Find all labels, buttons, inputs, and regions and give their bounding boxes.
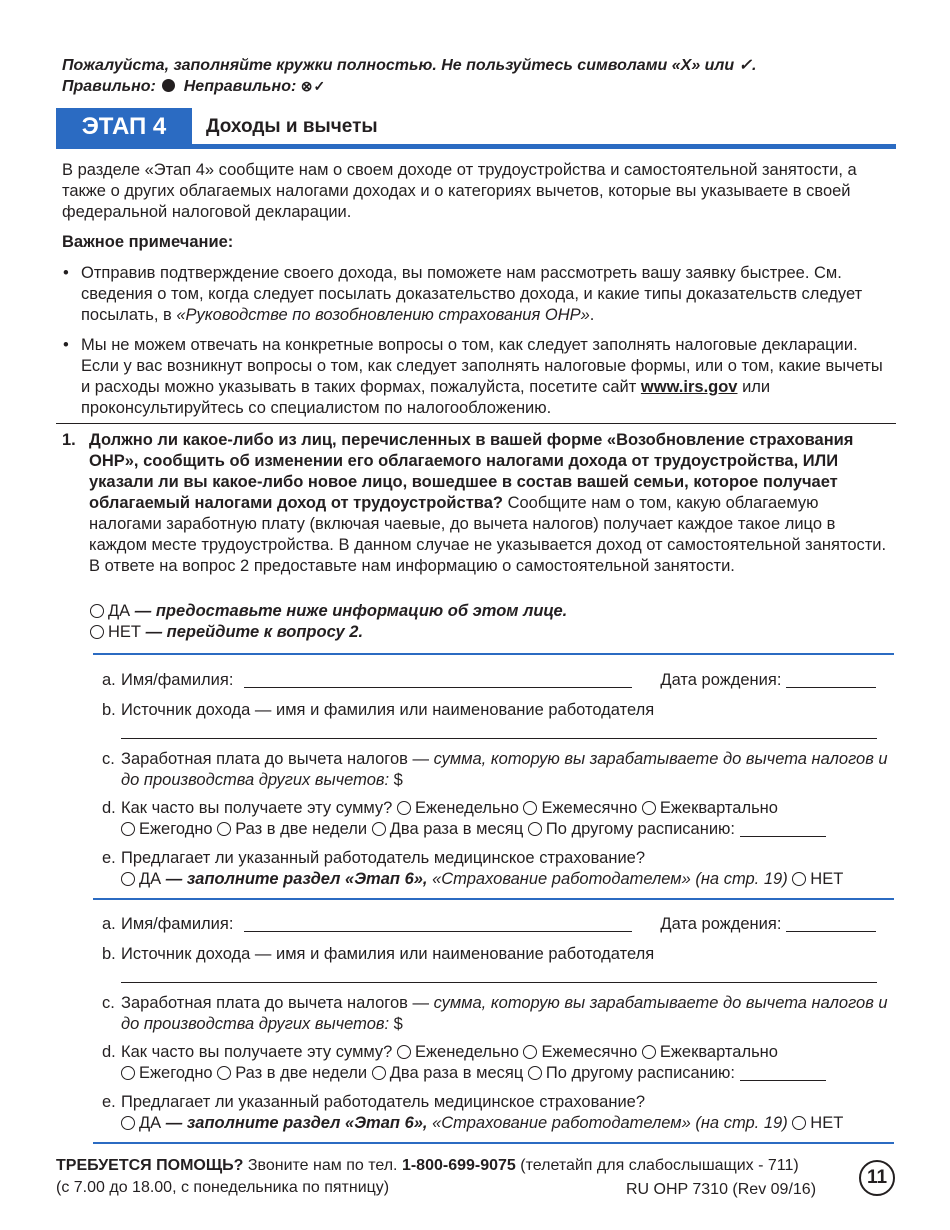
income-source-field[interactable]: [121, 738, 877, 739]
radio-yearly[interactable]: [121, 822, 135, 836]
yes-label: ДА: [108, 602, 131, 620]
block-divider: [93, 1142, 894, 1144]
row-letter: a.: [102, 671, 116, 689]
note-bullet: [62, 263, 892, 326]
block-divider: [93, 898, 894, 900]
monthly-label: Ежемесячно: [541, 1043, 638, 1061]
name-field[interactable]: [244, 672, 632, 688]
wages-description: сумма, которую вы зарабатываете до вычета налогов и до производства других вычетов:: [121, 994, 888, 1033]
stage-badge: ЭТАП 4: [56, 108, 192, 146]
biweekly-label: Раз в две недели: [235, 820, 368, 838]
insurance-reference: «Страхование работодателем» (на стр. 19): [427, 1114, 788, 1132]
help-heading: ТРЕБУЕТСЯ ПОМОЩЬ?: [56, 1157, 244, 1174]
dollar-sign: $: [389, 1015, 403, 1033]
quarterly-label: Ежеквартально: [659, 1043, 778, 1061]
dob-field[interactable]: [786, 916, 876, 932]
radio-biweekly[interactable]: [217, 1066, 231, 1080]
dollar-sign: $: [389, 771, 403, 789]
radio-monthly[interactable]: [523, 801, 537, 815]
radio-other[interactable]: [528, 822, 542, 836]
no-instruction: — перейдите к вопросу 2.: [141, 623, 364, 641]
page-number: 11: [859, 1160, 895, 1196]
wages-label: Заработная плата до вычета налогов —: [121, 994, 434, 1012]
income-source-label: Источник дохода — имя и фамилия или наименование работодателя: [121, 945, 655, 963]
dob-field[interactable]: [786, 672, 876, 688]
bullet-end: .: [589, 306, 595, 324]
other-schedule-label: По другому расписанию:: [545, 820, 736, 838]
frequency-label: Как часто вы получаете эту сумму?: [121, 1043, 393, 1061]
tty-text: (телетайп для слабослышащих - 711): [515, 1157, 799, 1174]
intro-paragraph: В разделе «Этап 4» сообщите нам о своем доходе от трудоустройства и самостоятельной занятости, а также о других облагаемых налогами доходах и о категориях вычетов, которые вы указываете в своей федеральной налоговой декларации.: [62, 161, 857, 221]
name-field[interactable]: [244, 916, 632, 932]
row-letter: d.: [102, 1043, 116, 1061]
weekly-label: Еженедельно: [414, 799, 519, 817]
form-id: RU OHP 7310 (Rev 09/16): [626, 1181, 817, 1198]
yes-instruction: — предоставьте ниже информацию об этом лице.: [130, 602, 568, 620]
insurance-yes-label: ДА: [139, 870, 162, 888]
income-source-label: Источник дохода — имя и фамилия или наименование работодателя: [121, 701, 655, 719]
name-label: Имя/фамилия:: [121, 671, 234, 689]
radio-insurance-yes[interactable]: [121, 872, 135, 886]
insurance-question: Предлагает ли указанный работодатель медицинское страхование?: [121, 849, 646, 867]
question-number: 1.: [62, 431, 76, 449]
radio-yearly[interactable]: [121, 1066, 135, 1080]
bullet-icon: •: [63, 336, 69, 354]
bullet-text: Отправив подтверждение своего дохода, вы поможете нам рассмотреть вашу заявку быстрее. См. сведения о том, когда следует посылать доказательство дохода, и какие типы доказательств следует посылать, в: [81, 264, 863, 324]
wages-label: Заработная плата до вычета налогов —: [121, 750, 434, 768]
note-bullet: [62, 335, 892, 419]
dob-label: Дата рождения:: [660, 915, 782, 933]
note-title: Важное примечание:: [62, 233, 234, 251]
row-letter: c.: [102, 750, 115, 768]
dob-group: [660, 914, 876, 935]
filled-circle-icon: [162, 79, 175, 92]
question-1: [62, 430, 892, 577]
insurance-reference: «Страхование работодателем» (на стр. 19): [427, 870, 788, 888]
quarterly-label: Ежеквартально: [659, 799, 778, 817]
insurance-yes-label: ДА: [139, 1114, 162, 1132]
office-hours: (с 7.00 до 18.00, с понедельника по пятницу): [56, 1179, 390, 1196]
no-label: НЕТ: [108, 623, 141, 641]
incorrect-label: Неправильно:: [183, 78, 297, 95]
row-letter: e.: [102, 849, 116, 867]
radio-weekly[interactable]: [397, 801, 411, 815]
radio-circle-icon[interactable]: [90, 604, 104, 618]
insurance-no-label: НЕТ: [810, 870, 844, 888]
question-text: Сообщите нам о том, какую облагаемую налогами заработную плату (включая чаевые, до вычета налогов) получает каждое такое лицо в каждом месте трудоустройства. В данном случае не указывается доход от самостоятельной занятости. В ответе на вопрос 2 предоставьте нам информацию о самостоятельной занятости.: [89, 494, 887, 575]
dob-label: Дата рождения:: [660, 671, 782, 689]
weekly-label: Еженедельно: [414, 1043, 519, 1061]
row-letter: b.: [102, 945, 116, 963]
section-divider: [56, 423, 896, 424]
twice-month-label: Два раза в месяц: [389, 1064, 524, 1082]
row-letter: d.: [102, 799, 116, 817]
phone-number[interactable]: 1-800-699-9075: [401, 1157, 516, 1174]
bullet-text: Мы не можем отвечать на конкретные вопросы о том, как следует заполнять налоговые декларации. Если у вас возникнут вопросы о том, как следует заполнять налоговые формы, или о том, какие вычеты и расходы можно указывать в таких формах, пожалуйста, посетите сайт: [81, 336, 883, 396]
insurance-no-label: НЕТ: [810, 1114, 844, 1132]
irs-link[interactable]: www.irs.gov: [640, 378, 738, 396]
radio-biweekly[interactable]: [217, 822, 231, 836]
stage-divider: [56, 144, 896, 149]
guide-title: «Руководстве по возобновлению страхования OHP»: [176, 306, 590, 324]
other-schedule-field[interactable]: [740, 821, 826, 837]
radio-monthly[interactable]: [523, 1045, 537, 1059]
radio-quarterly[interactable]: [642, 801, 656, 815]
question-text-bold: Должно ли какое-либо из лиц, перечисленных в вашей форме «Возобновление страхования OHP», сообщить об изменении его облагаемого налогами дохода от трудоустройства, ИЛИ указали ли вы какое-либо новое лицо, вошедшее в состав вашей семьи, которое получает облагаемый налогами доход от трудоустройства?: [89, 431, 854, 512]
instructions-text: Пожалуйста, заполняйте кружки полностью. Не пользуйтесь символами «X» или ✓.: [62, 57, 757, 74]
correct-label: Правильно:: [62, 78, 156, 95]
income-source-field[interactable]: [121, 982, 877, 983]
insurance-yes-instruction: — заполните раздел «Этап 6»,: [161, 870, 428, 888]
radio-twice-month[interactable]: [372, 822, 386, 836]
row-letter: b.: [102, 701, 116, 719]
incorrect-marks-icon: ⊗✓: [300, 78, 327, 94]
insurance-yes-instruction: — заполните раздел «Этап 6»,: [161, 1114, 428, 1132]
other-schedule-field[interactable]: [740, 1065, 826, 1081]
bullet-icon: •: [63, 264, 69, 282]
name-label: Имя/фамилия:: [121, 915, 234, 933]
monthly-label: Ежемесячно: [541, 799, 638, 817]
insurance-question: Предлагает ли указанный работодатель медицинское страхование?: [121, 1093, 646, 1111]
yearly-label: Ежегодно: [139, 1064, 213, 1082]
stage-header: [56, 108, 896, 148]
radio-insurance-no[interactable]: [792, 1116, 806, 1130]
help-text: Звоните нам по тел.: [243, 1157, 402, 1174]
radio-insurance-yes[interactable]: [121, 1116, 135, 1130]
bullet-end: или проконсультируйтесь со специалистом по налогообложению.: [81, 378, 771, 417]
wages-description: сумма, которую вы зарабатываете до вычета налогов и до производства других вычетов:: [121, 750, 888, 789]
radio-weekly[interactable]: [397, 1045, 411, 1059]
other-schedule-label: По другому расписанию:: [545, 1064, 736, 1082]
fill-instructions: [62, 56, 902, 97]
q1-yes-option[interactable]: [90, 601, 790, 622]
dob-group: [660, 670, 876, 691]
yearly-label: Ежегодно: [139, 820, 213, 838]
twice-month-label: Два раза в месяц: [389, 820, 524, 838]
radio-quarterly[interactable]: [642, 1045, 656, 1059]
radio-twice-month[interactable]: [372, 1066, 386, 1080]
row-letter: a.: [102, 915, 116, 933]
radio-circle-icon[interactable]: [90, 625, 104, 639]
row-letter: e.: [102, 1093, 116, 1111]
stage-title: Доходы и вычеты: [206, 116, 378, 137]
biweekly-label: Раз в две недели: [235, 1064, 368, 1082]
radio-insurance-no[interactable]: [792, 872, 806, 886]
frequency-label: Как часто вы получаете эту сумму?: [121, 799, 393, 817]
block-divider: [93, 653, 894, 655]
q1-no-option[interactable]: [90, 622, 790, 643]
radio-other[interactable]: [528, 1066, 542, 1080]
row-letter: c.: [102, 994, 115, 1012]
